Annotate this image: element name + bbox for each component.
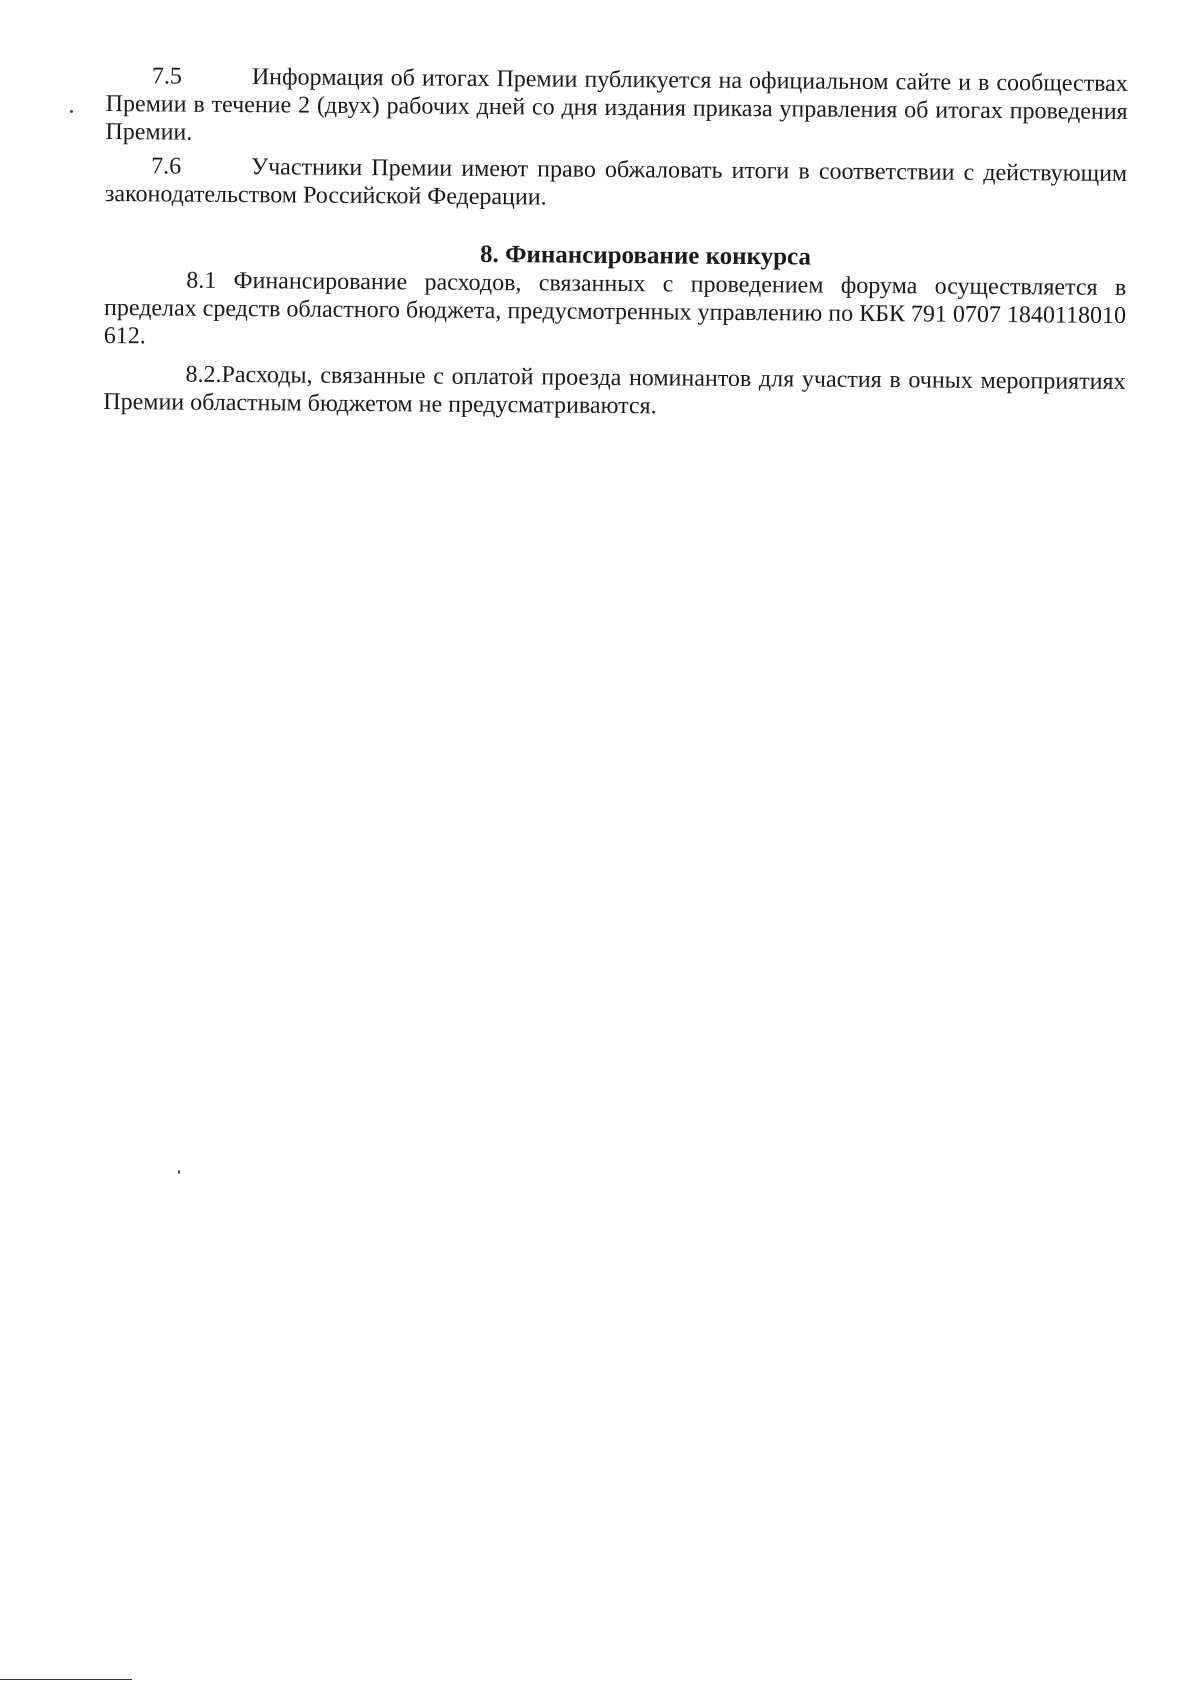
document-body [103, 62, 1128, 424]
scan-speck [70, 110, 73, 113]
paragraph-8-1: 8.1 Финансирование расходов, связанных с проведением форума осуществляется в пределах средств областного бюджета, предусмотренных управлению по КБК 791 0707 1840118010 612. [103, 267, 1127, 350]
paragraph-number: 7.5 [151, 63, 182, 90]
paragraph-text: Участники Премии имеют право обжаловать итоги в соответствии с действующим законодательством Российской Федерации. [104, 154, 1128, 211]
footer-rule [0, 1679, 132, 1680]
scan-speck [178, 1170, 180, 1174]
paragraph-number: 7.6 [151, 153, 182, 180]
paragraph-8-2: 8.2.Расходы, связанные с оплатой проезда номинантов для участия в очных мероприятиях Премии областным бюджетом не предусматриваются. [103, 361, 1126, 420]
paragraph-text: Информация об итогах Премии публикуется на официальном сайте и в сообществах Премии в течение 2 (двух) рабочих дней со дня издания приказа управления об итогах проведения Премии. [105, 64, 1128, 146]
section-title: 8. Финансирование конкурса [479, 240, 812, 271]
paragraph-7-5 [105, 62, 1128, 154]
paragraph-7-6 [105, 152, 1127, 216]
